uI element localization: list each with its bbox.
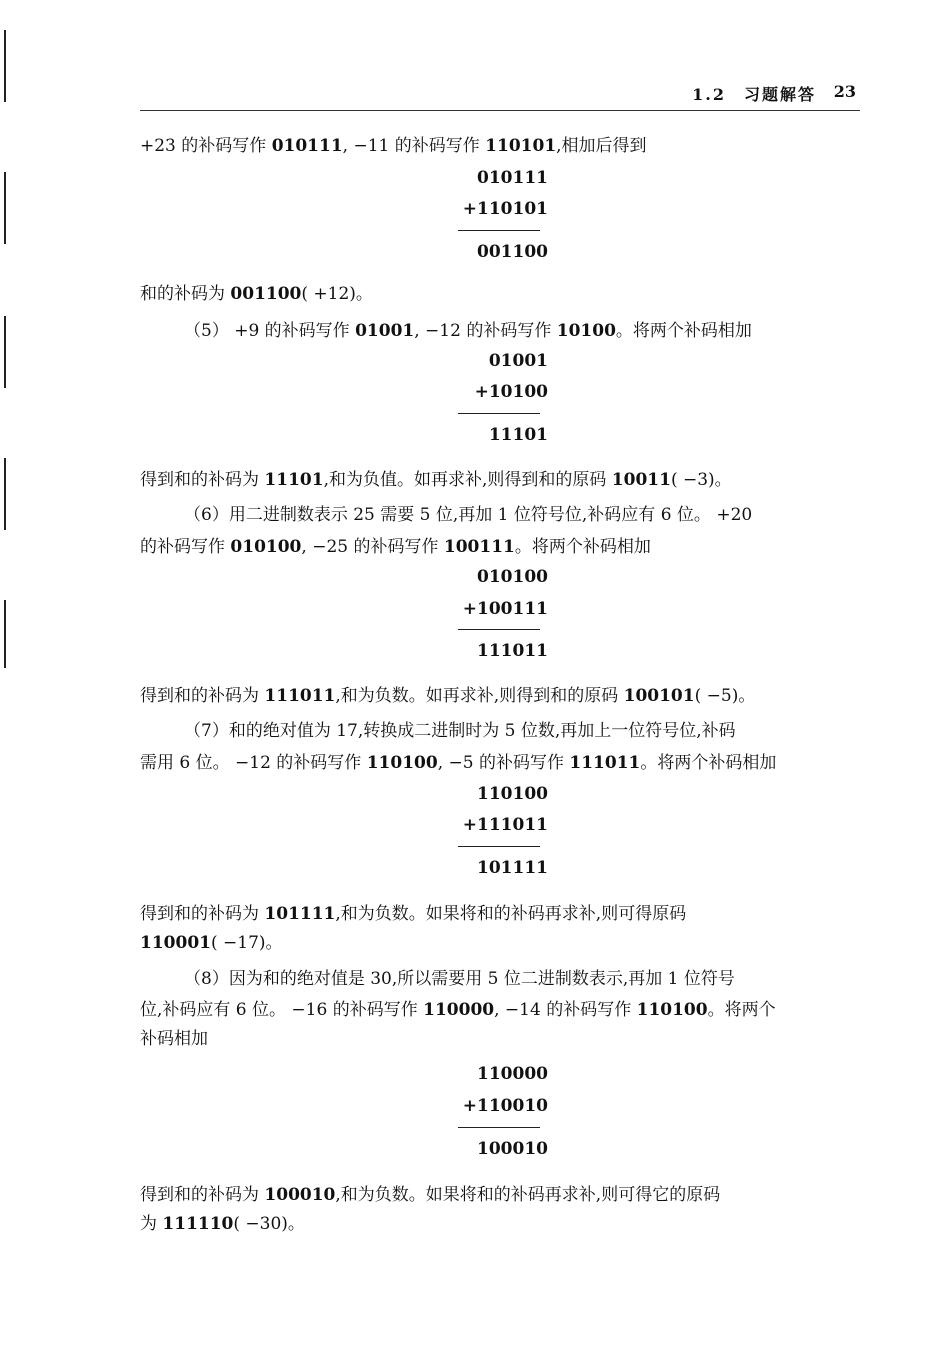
calc-rule	[458, 1127, 540, 1128]
part5-result: 得到和的补码为 11101,和为负值。如再求补,则得到和的原码 10011( −3)。	[140, 470, 732, 490]
section-title: 1.2 习题解答	[692, 85, 816, 104]
calc-sum: 101111	[477, 858, 548, 878]
calc-operand-a: 010100	[477, 567, 548, 587]
part6-line2: 的补码写作 010100, −25 的补码写作 100111。将两个补码相加	[140, 537, 651, 557]
calc-operand-b: +111011	[462, 815, 548, 835]
calc-operand-b: +100111	[462, 599, 548, 619]
part8-result-cont: 为 111110( −30)。	[140, 1214, 305, 1234]
calc-sum: 100010	[477, 1139, 548, 1159]
calc-rule	[458, 846, 540, 847]
calc-sum: 001100	[477, 242, 548, 262]
calc-sum: 11101	[488, 425, 548, 445]
part7-line2: 需用 6 位。 −12 的补码写作 110100, −5 的补码写作 111011。将两个补码相加	[140, 753, 777, 773]
page-number: 23	[833, 82, 856, 101]
part4-result: 和的补码为 001100( +12)。	[140, 284, 373, 304]
calc-operand-a: 01001	[488, 351, 548, 371]
part7-result: 得到和的补码为 101111,和为负数。如果将和的补码再求补,则可得原码	[140, 904, 687, 924]
part8-result: 得到和的补码为 100010,和为负数。如果将和的补码再求补,则可得它的原码	[140, 1185, 721, 1205]
margin-mark	[4, 600, 6, 668]
part8-line3: 补码相加	[140, 1029, 208, 1049]
part6-result: 得到和的补码为 111011,和为负数。如再求补,则得到和的原码 100101( −5)。	[140, 686, 756, 706]
calc-rule	[458, 629, 540, 630]
calc-operand-a: 110000	[477, 1064, 548, 1084]
calc-rule	[458, 413, 540, 414]
margin-mark	[4, 316, 6, 388]
page-header	[140, 82, 856, 106]
part5-line1: （5） +9 的补码写作 01001, −12 的补码写作 10100。将两个补码相加	[184, 321, 752, 341]
margin-mark	[4, 172, 6, 244]
part8-line1: （8）因为和的绝对值是 30,所以需要用 5 位二进制数表示,再加 1 位符号	[184, 969, 735, 989]
calc-operand-a: 110100	[477, 784, 548, 804]
calc-operand-b: +110010	[462, 1096, 548, 1116]
part8-line2: 位,补码应有 6 位。 −16 的补码写作 110000, −14 的补码写作 110100。将两个	[140, 1000, 776, 1020]
calc-rule	[458, 230, 540, 231]
part6-line1: （6）用二进制数表示 25 需要 5 位,再加 1 位符号位,补码应有 6 位。 +20	[184, 505, 753, 525]
calc-operand-b: +110101	[462, 199, 548, 219]
part7-line1: （7）和的绝对值为 17,转换成二进制时为 5 位数,再加上一位符号位,补码	[184, 721, 736, 741]
calc-sum: 111011	[477, 641, 548, 661]
part7-result-cont: 110001( −17)。	[140, 933, 283, 953]
part4-line1: +23 的补码写作 010111, −11 的补码写作 110101,相加后得到	[140, 136, 647, 156]
header-rule	[140, 110, 860, 111]
calc-operand-b: +10100	[474, 382, 548, 402]
calc-operand-a: 010111	[477, 168, 548, 188]
margin-mark	[4, 30, 6, 102]
margin-mark	[4, 458, 6, 530]
